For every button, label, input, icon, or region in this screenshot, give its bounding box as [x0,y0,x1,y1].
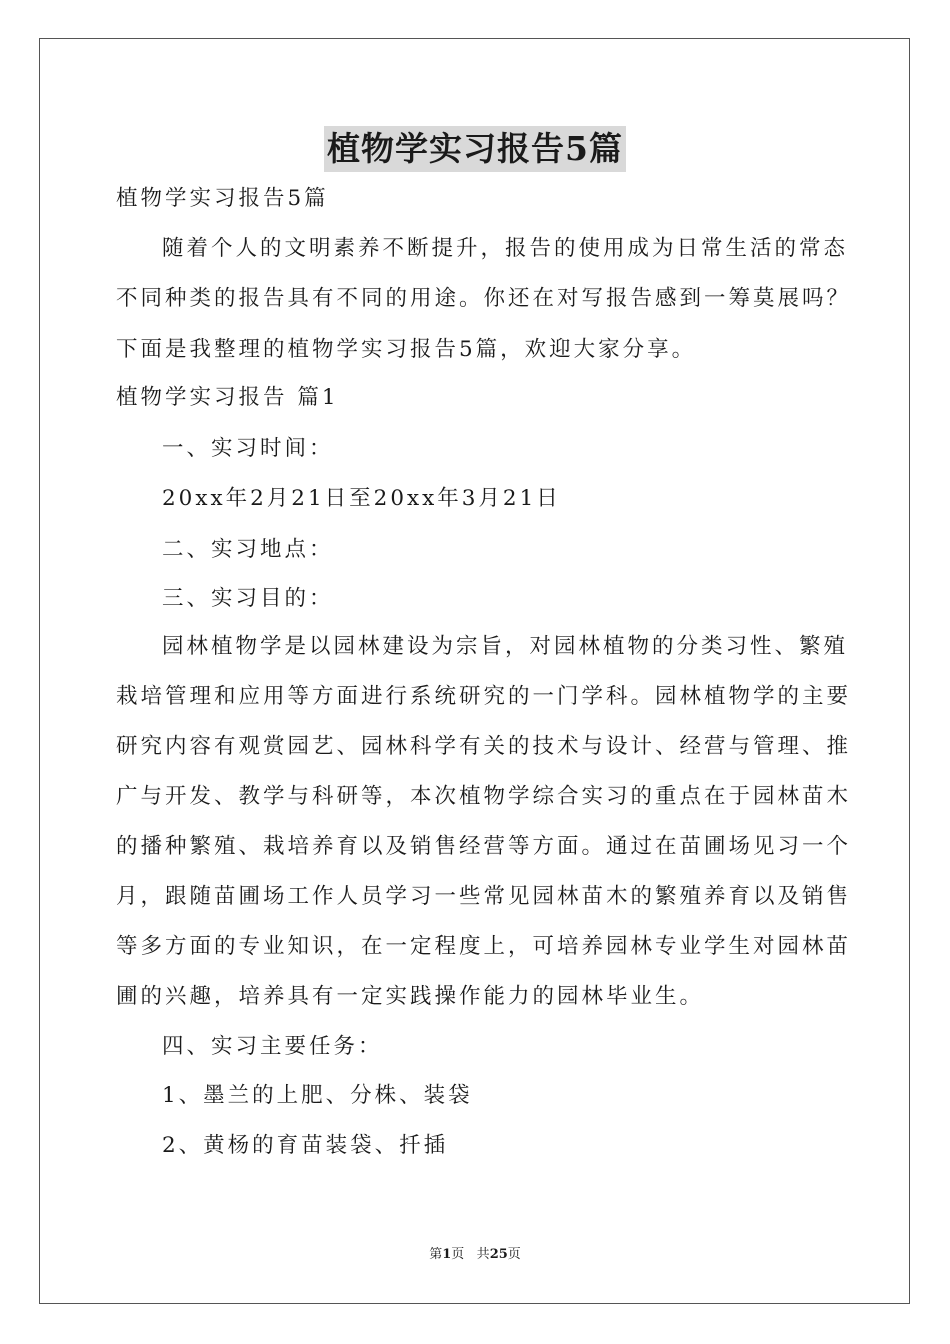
subtitle-line: 植物学实习报告5篇 [116,186,329,211]
paragraph-line-1: 园林植物学是以园林建设为宗旨，对园林植物的分类习性、繁殖 [162,634,849,659]
footer-page-number: 1 [442,1247,452,1262]
item-tasks-heading: 四、实习主要任务： [162,1034,383,1059]
document-title: 植物学实习报告5篇 [324,126,626,172]
item-time-heading: 一、实习时间： [162,436,334,461]
intro-line-2: 不同种类的报告具有不同的用途。你还在对写报告感到一筹莫展吗？ [116,286,852,311]
paragraph-line-7: 等多方面的专业知识，在一定程度上，可培养园林专业学生对园林苗 [116,934,852,959]
footer-page-suffix: 页 [451,1247,465,1262]
section-heading: 植物学实习报告 篇1 [116,385,339,410]
paragraph-line-3: 研究内容有观赏园艺、园林科学有关的技术与设计、经营与管理、推 [116,734,852,759]
intro-line-3: 下面是我整理的植物学实习报告5篇，欢迎大家分享。 [116,337,697,362]
page-border [39,38,910,1304]
title-wrap [0,126,950,172]
paragraph-line-2: 栽培管理和应用等方面进行系统研究的一门学科。园林植物学的主要 [116,684,852,709]
paragraph-line-6: 月，跟随苗圃场工作人员学习一些常见园林苗木的繁殖养育以及销售 [116,884,852,909]
item-location-heading: 二、实习地点： [162,537,334,562]
footer-total-pages: 25 [489,1247,508,1262]
footer-total-prefix: 共 [476,1247,490,1262]
page-footer [0,1246,950,1264]
intro-line-1: 随着个人的文明素养不断提升，报告的使用成为日常生活的常态 [162,236,849,261]
paragraph-line-5: 的播种繁殖、栽培养育以及销售经营等方面。通过在苗圃场见习一个 [116,834,852,859]
item-time-value: 20xx年2月21日至20xx年3月21日 [162,486,561,511]
paragraph-line-8: 圃的兴趣，培养具有一定实践操作能力的园林毕业生。 [116,984,705,1009]
footer-page-prefix: 第 [429,1247,443,1262]
paragraph-line-4: 广与开发、教学与科研等，本次植物学综合实习的重点在于园林苗木 [116,784,852,809]
item-purpose-heading: 三、实习目的： [162,586,334,611]
task-item-2: 2、黄杨的育苗装袋、扦插 [162,1133,449,1158]
footer-total-suffix: 页 [507,1247,521,1262]
task-item-1: 1、墨兰的上肥、分株、装袋 [162,1083,473,1108]
